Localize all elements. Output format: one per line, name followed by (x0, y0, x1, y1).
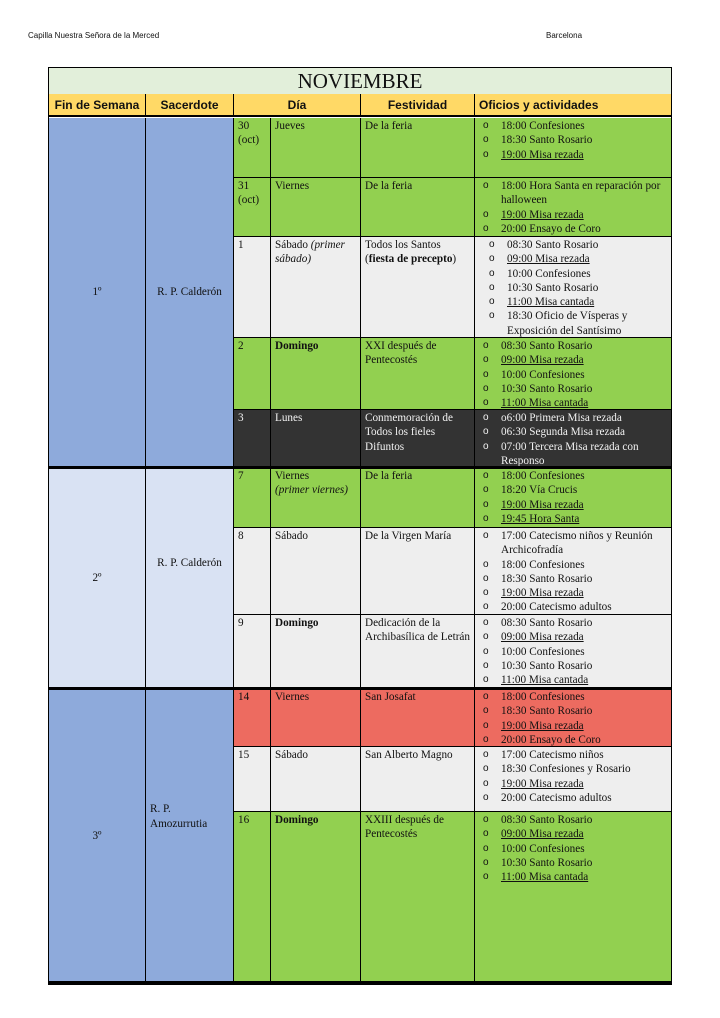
activity-item (479, 719, 667, 733)
bullet-icon: o (483, 397, 489, 409)
activities-list (475, 410, 671, 468)
activity-item (479, 483, 667, 497)
activity-item (485, 295, 667, 309)
activity-text: 18:30 Santo Rosario (501, 134, 593, 147)
weekday-name: Viernes (275, 470, 310, 482)
schedule-table (48, 67, 672, 985)
activity-item (479, 645, 667, 659)
day-number: 2 (234, 338, 271, 410)
header-city: Barcelona (546, 31, 583, 40)
activity-text: 07:00 Tercera Misa rezada con Responso (501, 440, 639, 467)
weekday: Viernes (271, 689, 361, 747)
activity-text: 19:00 Misa rezada (501, 148, 584, 161)
feast: San Josafat (361, 689, 475, 747)
day-number: 7 (234, 468, 271, 528)
day-number: 8 (234, 528, 271, 615)
weekday: Lunes (271, 410, 361, 468)
weekend-label: 1º (49, 118, 146, 468)
activity-item (479, 339, 667, 353)
weekday: Domingo (271, 338, 361, 410)
feast: XXIII después de Pentecostés (361, 812, 475, 984)
activity-item (485, 252, 667, 266)
activity-text: 09:00 Misa rezada (507, 253, 590, 266)
day-number: 1 (234, 237, 271, 338)
weekday: Domingo (271, 812, 361, 984)
month-title: NOVIEMBRE (49, 68, 671, 95)
weekday (271, 237, 361, 338)
bullet-icon: o (483, 617, 489, 628)
weekend-label: 2º (49, 468, 146, 689)
bullet-icon: o (489, 310, 495, 322)
activity-text: 18:20 Vía Crucis (501, 484, 578, 497)
activity-item (479, 659, 667, 673)
activity-item (479, 733, 667, 747)
weekday: Sábado (271, 528, 361, 615)
weekday: Jueves (271, 118, 361, 178)
activity-item (479, 368, 667, 382)
activity-text: 20:00 Ensayo de Coro (501, 733, 601, 746)
table-bottom-border (49, 981, 671, 984)
activity-text: 19:00 Misa rezada (501, 587, 584, 600)
activity-text: 10:30 Santo Rosario (501, 659, 593, 672)
activity-text: 18:00 Hora Santa en reparación por halloween (501, 180, 661, 207)
bullet-icon: o (483, 749, 489, 760)
activity-text: 20:00 Catecismo adultos (501, 791, 612, 804)
activity-item (485, 309, 667, 338)
bullet-icon: o (483, 645, 489, 657)
feast-text: Todos los Santos ( (365, 239, 441, 266)
activity-text: 09:00 Misa rezada (501, 631, 584, 644)
activity-text: 20:00 Ensayo de Coro (501, 222, 601, 235)
activity-item (479, 411, 667, 425)
activities-list (475, 118, 671, 178)
bullet-icon: o (483, 828, 489, 840)
header-chapel-name: Capilla Nuestra Señora de la Merced (28, 31, 160, 40)
activity-item (479, 222, 667, 236)
day-number: 16 (234, 812, 271, 984)
col-header-priest: Sacerdote (146, 94, 234, 117)
bullet-icon: o (483, 871, 489, 883)
weekday (271, 468, 361, 528)
bullet-icon: o (483, 791, 489, 803)
col-header-activities: Oficios y actividades (475, 94, 671, 117)
feast (361, 237, 475, 338)
activity-item (485, 238, 667, 252)
col-header-feast: Festividad (361, 94, 475, 117)
priest-name: R. P. Calderón (146, 468, 234, 689)
bullet-icon: o (489, 253, 495, 265)
bullet-icon: o (483, 842, 489, 854)
bullet-icon: o (483, 340, 489, 351)
activities-list (475, 689, 671, 747)
activity-item (479, 813, 667, 827)
weekday: Viernes (271, 178, 361, 237)
bullet-icon: o (483, 222, 489, 234)
activity-item (479, 529, 667, 558)
feast: De la Virgen María (361, 528, 475, 615)
bullet-icon: o (483, 208, 489, 220)
activity-item (479, 616, 667, 630)
activity-item (479, 558, 667, 572)
priest-name: R. P. Calderón (146, 118, 234, 468)
activity-text: 11:00 Misa cantada (501, 397, 589, 410)
bullet-icon: o (483, 659, 489, 671)
activity-text: 18:30 Santo Rosario (501, 705, 593, 718)
day-number: 9 (234, 615, 271, 689)
bullet-icon: o (483, 412, 489, 423)
bullet-icon: o (483, 777, 489, 789)
activity-text: 18:30 Oficio de Vísperas y Exposición del Santísimo (507, 310, 628, 337)
activity-item (479, 119, 667, 133)
bullet-icon: o (483, 587, 489, 599)
bullet-icon: o (489, 296, 495, 308)
activity-text: 20:00 Catecismo adultos (501, 601, 612, 614)
activity-text: 10:30 Santo Rosario (507, 281, 599, 294)
activity-text: 18:00 Confesiones (501, 470, 585, 482)
activity-item (479, 748, 667, 762)
activity-text: 19:45 Hora Santa (501, 512, 580, 525)
priest-name: R. P. Amozurrutia (146, 689, 234, 984)
activity-item (479, 586, 667, 600)
bullet-icon: o (483, 498, 489, 510)
activity-item (479, 600, 667, 614)
activity-text: 18:00 Confesiones (501, 691, 585, 703)
feast: Dedicación de la Archibasílica de Letrán (361, 615, 475, 689)
bullet-icon: o (483, 470, 489, 481)
activity-item (479, 382, 667, 396)
activities-list (475, 615, 671, 689)
activities-list (475, 812, 671, 984)
activity-item (479, 425, 667, 439)
day-number: 30 (oct) (234, 118, 271, 178)
weekday-note: (primer sábado) (275, 239, 345, 266)
activities-list (475, 468, 671, 528)
activity-text: 11:00 Misa cantada (501, 871, 589, 884)
activity-text: 10:30 Santo Rosario (501, 856, 593, 869)
activity-text: 18:00 Confesiones (501, 120, 585, 132)
bullet-icon: o (483, 572, 489, 584)
day-number: 31 (oct) (234, 178, 271, 237)
weekday-note: (primer viernes) (275, 484, 349, 497)
activity-text: 17:00 Catecismo niños (501, 749, 604, 761)
bullet-icon: o (483, 719, 489, 731)
activity-text: 18:30 Santo Rosario (501, 572, 593, 585)
activity-item (479, 133, 667, 147)
weekday-name: Sábado (275, 239, 308, 251)
bullet-icon: o (483, 440, 489, 452)
activity-item (479, 440, 667, 468)
bullet-icon: o (483, 814, 489, 825)
activities-list (475, 338, 671, 410)
activity-text: 10:30 Santo Rosario (501, 382, 593, 395)
feast-close: ) (452, 253, 457, 266)
activity-item (479, 498, 667, 512)
day-number: 3 (234, 410, 271, 468)
activity-item (479, 353, 667, 367)
feast-precept: fiesta de precepto (368, 253, 453, 266)
activity-text: o6:00 Primera Misa rezada (501, 412, 622, 424)
bullet-icon: o (483, 674, 489, 686)
day-number: 15 (234, 747, 271, 812)
bullet-icon: o (483, 368, 489, 380)
bullet-icon: o (483, 558, 489, 570)
activity-item (479, 148, 667, 162)
col-header-day: Día (234, 94, 361, 117)
activity-text: 08:30 Santo Rosario (501, 340, 593, 352)
activity-item (479, 396, 667, 410)
activity-item (479, 762, 667, 776)
activity-item (479, 842, 667, 856)
activity-text: 17:00 Catecismo niños y Reunión Archicofradía (501, 530, 653, 557)
bullet-icon: o (483, 148, 489, 160)
activity-item (479, 777, 667, 791)
bullet-icon: o (483, 180, 489, 191)
bullet-icon: o (483, 691, 489, 702)
activity-text: 08:30 Santo Rosario (501, 617, 593, 629)
activity-text: 19:00 Misa rezada (501, 208, 584, 221)
activity-item (479, 827, 667, 841)
activity-text: 11:00 Misa cantada (507, 296, 595, 309)
activity-item (479, 469, 667, 483)
activity-item (479, 179, 667, 208)
activity-text: 18:30 Confesiones y Rosario (501, 763, 631, 776)
bullet-icon: o (483, 763, 489, 775)
bullet-icon: o (483, 512, 489, 524)
activity-text: 10:00 Confesiones (501, 368, 585, 381)
activity-text: 09:00 Misa rezada (501, 354, 584, 367)
day-number: 14 (234, 689, 271, 747)
activity-text: 09:00 Misa rezada (501, 828, 584, 841)
activity-text: 10:00 Confesiones (507, 267, 591, 280)
col-header-weekend: Fin de Semana (49, 94, 146, 117)
activity-text: 06:30 Segunda Misa rezada (501, 426, 625, 439)
feast: Conmemoración de Todos los fieles Difuntos (361, 410, 475, 468)
activity-item (479, 704, 667, 718)
weekend-divider (49, 687, 671, 690)
bullet-icon: o (483, 530, 489, 541)
feast: XXI después de Pentecostés (361, 338, 475, 410)
activity-text: 08:30 Santo Rosario (501, 814, 593, 826)
bullet-icon: o (483, 484, 489, 496)
activities-list (475, 178, 671, 237)
bullet-icon: o (489, 267, 495, 279)
bullet-icon: o (483, 382, 489, 394)
activities-list (475, 747, 671, 812)
activity-text: 19:00 Misa rezada (501, 719, 584, 732)
bullet-icon: o (489, 239, 495, 250)
activities-list (475, 528, 671, 615)
activity-item (479, 512, 667, 526)
activity-item (479, 673, 667, 687)
bullet-icon: o (483, 856, 489, 868)
feast: De la feria (361, 468, 475, 528)
activity-item (485, 267, 667, 281)
activity-text: 08:30 Santo Rosario (507, 239, 599, 251)
activity-text: 10:00 Confesiones (501, 645, 585, 658)
weekend-label: 3º (49, 689, 146, 984)
activity-item (479, 791, 667, 805)
bullet-icon: o (483, 631, 489, 643)
activity-text: 19:00 Misa rezada (501, 498, 584, 511)
activity-item (485, 281, 667, 295)
activity-text: 11:00 Misa cantada (501, 674, 589, 687)
activity-text: 18:00 Confesiones (501, 558, 585, 571)
bullet-icon: o (483, 705, 489, 717)
bullet-icon: o (483, 601, 489, 613)
weekday: Sábado (271, 747, 361, 812)
weekday: Domingo (271, 615, 361, 689)
bullet-icon: o (483, 134, 489, 146)
bullet-icon: o (483, 354, 489, 366)
weekend-divider (49, 466, 671, 469)
activity-item (479, 870, 667, 884)
feast: De la feria (361, 178, 475, 237)
activity-text: 10:00 Confesiones (501, 842, 585, 855)
feast: San Alberto Magno (361, 747, 475, 812)
feast: De la feria (361, 118, 475, 178)
activity-item (479, 208, 667, 222)
bullet-icon: o (483, 426, 489, 438)
activity-text: 19:00 Misa rezada (501, 777, 584, 790)
bullet-icon: o (489, 281, 495, 293)
activity-item (479, 630, 667, 644)
bullet-icon: o (483, 120, 489, 131)
bullet-icon: o (483, 733, 489, 745)
activity-item (479, 856, 667, 870)
activity-item (479, 572, 667, 586)
activities-list (475, 237, 671, 338)
activity-item (479, 690, 667, 704)
